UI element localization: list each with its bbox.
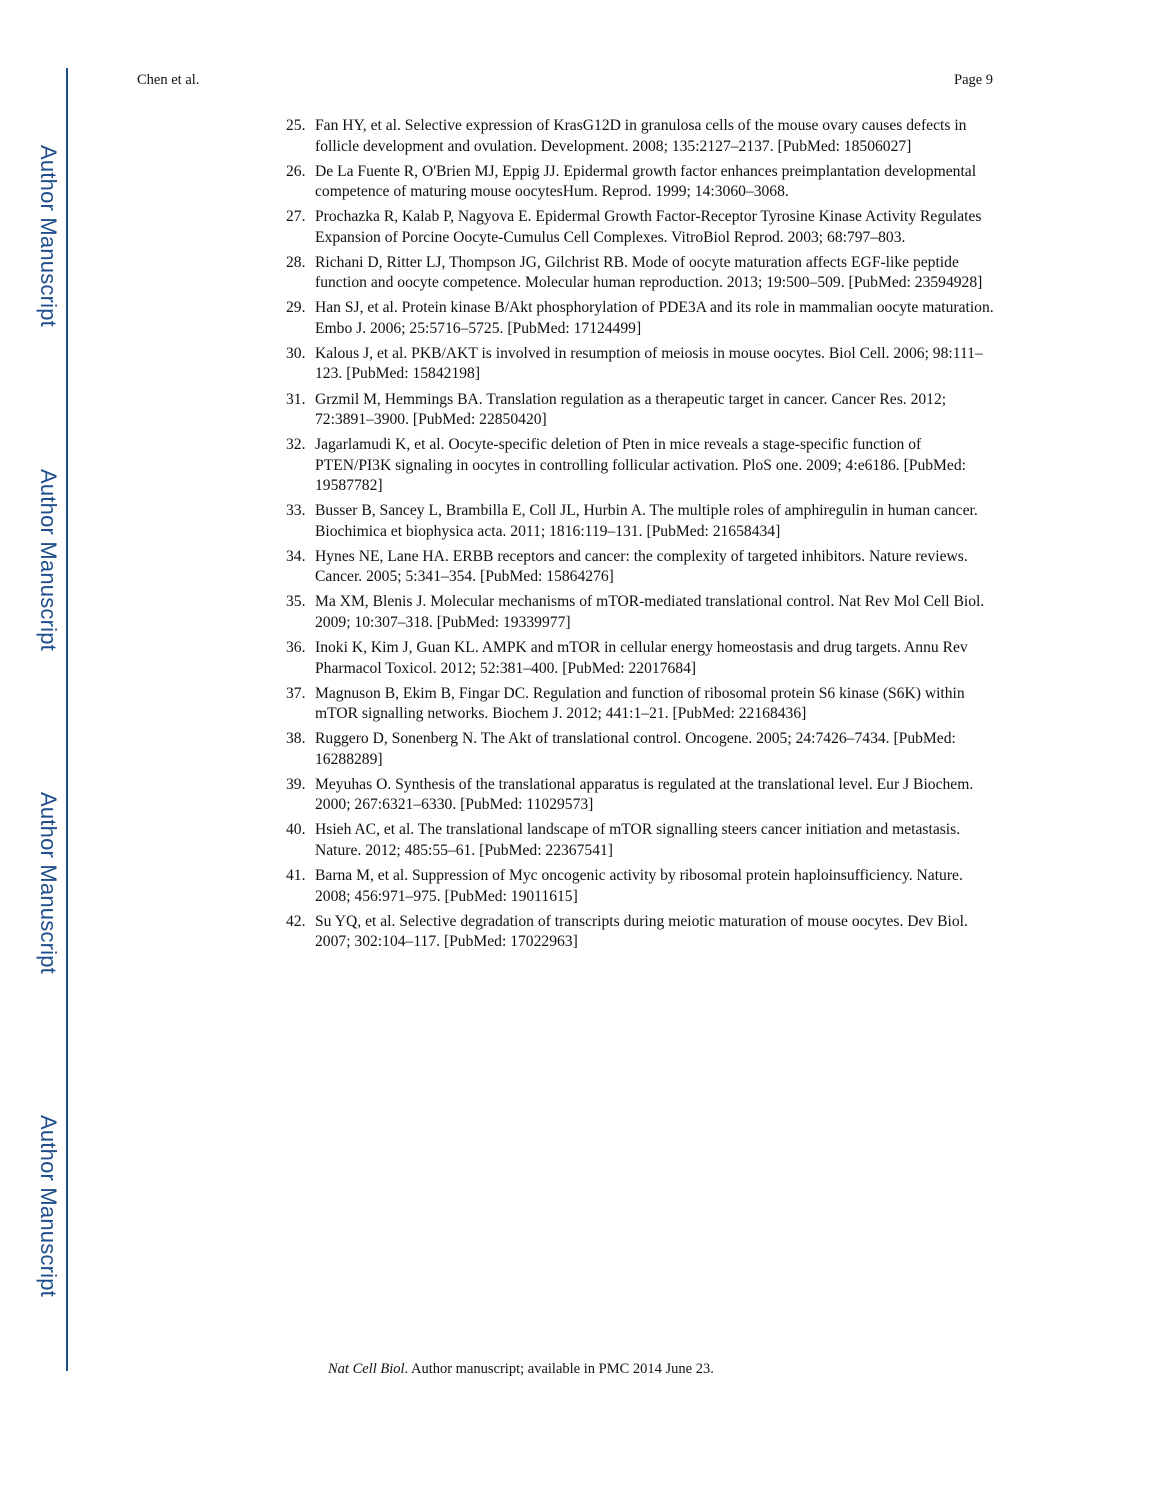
reference-text: Han SJ, et al. Protein kinase B/Akt phosphorylation of PDE3A and its role in mammalian oocyte maturation. Embo J. 2006; 25:5716–5725. [PubMed: 17124499] (315, 299, 994, 337)
reference-number: 33. (286, 502, 306, 520)
reference-text: Ruggero D, Sonenberg N. The Akt of translational control. Oncogene. 2005; 24:7426–7434. [PubMed: 16288289] (315, 730, 956, 768)
reference-item (286, 866, 998, 907)
reference-number: 25. (286, 117, 306, 134)
reference-text: Fan HY, et al. Selective expression of KrasG12D in granulosa cells of the mouse ovary causes defects in follicle development and ovulation. Development. 2008; 135:2127–2137. [PubMed: 18506027] (315, 117, 967, 155)
page-number: Page 9 (954, 72, 994, 88)
reference-number: 30. (286, 344, 306, 362)
footer-journal: Nat Cell Biol (328, 1361, 405, 1377)
reference-item (286, 435, 998, 497)
reference-number: 32. (286, 436, 306, 454)
reference-number: 40. (286, 821, 306, 839)
reference-text: De La Fuente R, O'Brien MJ, Eppig JJ. Epidermal growth factor enhances preimplantation developmental competence of maturing mouse oocytesHum. Reprod. 1999; 14:3060–3068. (315, 162, 977, 201)
reference-text: Su YQ, et al. Selective degradation of transcripts during meiotic maturation of mouse oocytes. Dev Biol. 2007; 302:104–117. [PubMed: 17022963] (315, 912, 968, 951)
reference-item (286, 207, 998, 248)
reference-list (286, 116, 998, 957)
reference-number: 34. (286, 547, 306, 565)
reference-item (286, 298, 998, 339)
reference-number: 42. (286, 912, 306, 930)
reference-number: 37. (286, 684, 306, 702)
reference-text: Ma XM, Blenis J. Molecular mechanisms of mTOR-mediated translational control. Nat Rev Mol Cell Biol. 2009; 10:307–318. [PubMed: 19339977] (315, 593, 985, 631)
reference-number: 31. (286, 390, 306, 408)
reference-number: 29. (286, 299, 306, 317)
reference-item (286, 253, 998, 294)
reference-text: Hsieh AC, et al. The translational landscape of mTOR signalling steers cancer initiation and metastasis. Nature. 2012; 485:55–61. [PubMed: 22367541] (315, 821, 961, 859)
reference-item (286, 344, 998, 385)
reference-number: 41. (286, 867, 306, 884)
reference-number: 39. (286, 775, 306, 793)
reference-item (286, 912, 998, 953)
reference-item (286, 390, 998, 431)
reference-text: Hynes NE, Lane HA. ERBB receptors and cancer: the complexity of targeted inhibitors. Nature reviews. Cancer. 2005; 5:341–354. [PubMed: 15864276] (315, 547, 968, 586)
reference-item (286, 729, 998, 770)
reference-text: Grzmil M, Hemmings BA. Translation regulation as a therapeutic target in cancer. Cancer Res. 2012; 72:3891–3900. [PubMed: 22850420] (315, 390, 947, 429)
reference-item (286, 501, 998, 542)
reference-number: 28. (286, 253, 306, 271)
reference-number: 38. (286, 730, 306, 748)
reference-text: Busser B, Sancey L, Brambilla E, Coll JL, Hurbin A. The multiple roles of amphiregulin in human cancer. Biochimica et biophysica acta. 2011; 1816:119–131. [PubMed: 21658434] (315, 502, 978, 540)
reference-text: Jagarlamudi K, et al. Oocyte-specific deletion of Pten in mice reveals a stage-specific function of PTEN/PI3K signaling in oocytes in controlling follicular activation. PloS one. 2009; 4:e6186. [PubMed: 19587782] (315, 436, 966, 495)
reference-text: Magnuson B, Ekim B, Fingar DC. Regulation and function of ribosomal protein S6 kinase (S6K) within mTOR signalling networks. Biochem J. 2012; 441:1–21. [PubMed: 22168436] (315, 684, 965, 723)
footer-text: . Author manuscript; available in PMC 2014 June 23. (404, 1361, 714, 1377)
reference-item (286, 592, 998, 633)
reference-text: Richani D, Ritter LJ, Thompson JG, Gilchrist RB. Mode of oocyte maturation affects EGF-like peptide function and oocyte competence. Molecular human reproduction. 2013; 19:500–509. [PubMed: 23594928] (315, 253, 983, 292)
reference-number: 35. (286, 593, 306, 611)
reference-item (286, 775, 998, 816)
reference-number: 27. (286, 208, 306, 226)
reference-number: 26. (286, 162, 306, 180)
reference-item (286, 638, 998, 679)
reference-text: Inoki K, Kim J, Guan KL. AMPK and mTOR in cellular energy homeostasis and drug targets. Annu Rev Pharmacol Toxicol. 2012; 52:381–400. [PubMed: 22017684] (315, 639, 968, 677)
reference-item (286, 162, 998, 203)
reference-text: Meyuhas O. Synthesis of the translational apparatus is regulated at the translational level. Eur J Biochem. 2000; 267:6321–6330. [PubMed: 11029573] (315, 775, 974, 814)
reference-number: 36. (286, 639, 306, 657)
reference-item (286, 684, 998, 725)
reference-item (286, 820, 998, 861)
reference-item (286, 116, 998, 157)
reference-text: Kalous J, et al. PKB/AKT is involved in resumption of meiosis in mouse oocytes. Biol Cell. 2006; 98:111–123. [PubMed: 15842198] (315, 344, 983, 383)
reference-item (286, 547, 998, 588)
reference-text: Barna M, et al. Suppression of Myc oncogenic activity by ribosomal protein haploinsufficiency. Nature. 2008; 456:971–975. [PubMed: 19011615] (315, 867, 963, 905)
running-header-author: Chen et al. (137, 72, 200, 88)
reference-text: Prochazka R, Kalab P, Nagyova E. Epidermal Growth Factor-Receptor Tyrosine Kinase Activity Regulates Expansion of Porcine Oocyte-Cumulus Cell Complexes. VitroBiol Reprod. 2003; 68:797–803. (315, 208, 982, 246)
sidebar-rule (66, 68, 68, 1371)
